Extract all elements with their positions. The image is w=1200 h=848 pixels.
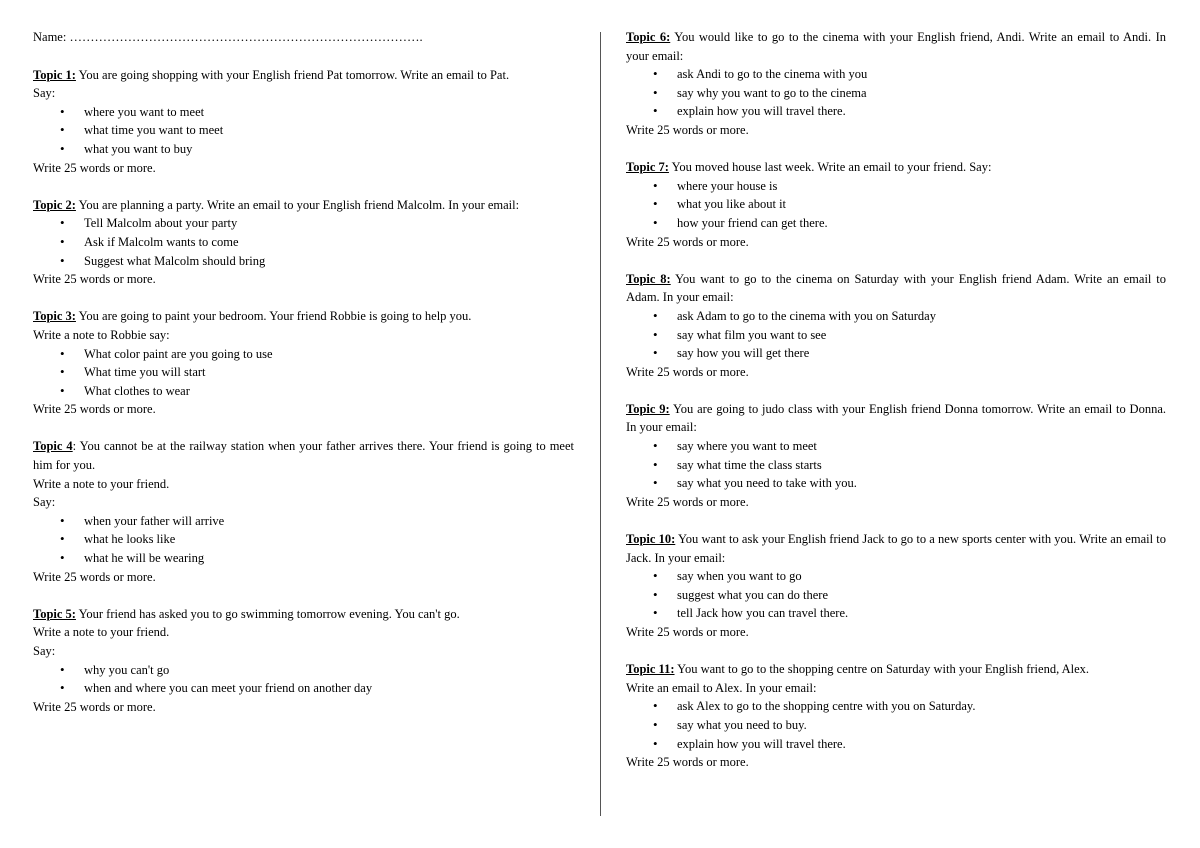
right-topics <box>626 28 1166 772</box>
bullet-item: • What color paint are you going to use <box>33 345 574 364</box>
topic-label: Topic 11: <box>626 662 675 677</box>
bullet-item: • suggest what you can do there <box>626 586 1166 605</box>
name-line: Name: …………………………………………………………………………. <box>33 30 423 44</box>
word-count-instruction: Write 25 words or more. <box>33 699 156 714</box>
topic-instruction-line: Say: <box>33 644 56 658</box>
topic-intro <box>33 196 574 215</box>
topic-instruction-line: Write a note to your friend. <box>33 625 170 640</box>
topic-block-3 <box>33 307 574 419</box>
bullet-item: • Suggest what Malcolm should bring <box>33 252 574 271</box>
topic-label: Topic 6: <box>626 30 671 44</box>
topic-prompt: You are going shopping with your English friend Pat tomorrow. Write an email to Pat. <box>75 67 510 82</box>
topic-prompt: You moved house last week. Write an email to your friend. Say: <box>668 160 992 175</box>
bullet-item: • when your father will arrive <box>33 512 574 531</box>
bullet-item: • when and where you can meet your friend on another day <box>33 679 574 698</box>
topic-bullet-list <box>33 661 574 698</box>
topic-intro <box>33 307 574 326</box>
topic-prompt: You want to go to the shopping centre on Saturday with your English friend, Alex. <box>674 662 1090 677</box>
topic-label: Topic 7: <box>626 160 669 175</box>
topic-instruction-line: Write a note to Robbie say: <box>33 327 170 342</box>
topic-intro <box>626 270 1166 307</box>
topic-prompt: You would like to go to the cinema with your English friend, Andi. Write an email to Andi. In your email: <box>626 30 1166 63</box>
topic-intro <box>626 660 1166 679</box>
topic-prompt: You are planning a party. Write an email to your English friend Malcolm. In your email: <box>75 197 520 212</box>
topic-bullet-list <box>33 103 574 159</box>
word-count-instruction: Write 25 words or more. <box>33 272 156 287</box>
topic-label: Topic 1: <box>33 67 76 82</box>
bullet-item: • how your friend can get there. <box>626 214 1166 233</box>
topic-label: Topic 5: <box>33 606 76 621</box>
bullet-item: • Tell Malcolm about your party <box>33 214 574 233</box>
word-count-instruction: Write 25 words or more. <box>33 402 156 417</box>
bullet-item: • ask Adam to go to the cinema with you on Saturday <box>626 307 1166 326</box>
topic-bullet-list <box>626 65 1166 121</box>
bullet-item: • what you want to buy <box>33 140 574 159</box>
topic-intro <box>33 605 574 624</box>
topic-block-9 <box>626 400 1166 512</box>
topic-intro <box>626 158 1166 177</box>
bullet-item: • explain how you will travel there. <box>626 102 1166 121</box>
topic-bullet-list <box>626 697 1166 753</box>
word-count-instruction: Write 25 words or more. <box>626 494 749 509</box>
topic-bullet-list <box>626 437 1166 493</box>
topic-label: Topic 2: <box>33 197 76 212</box>
topic-label: Topic 3: <box>33 309 76 324</box>
bullet-item: • ask Alex to go to the shopping centre with you on Saturday. <box>626 697 1166 716</box>
topic-block-7 <box>626 158 1166 251</box>
bullet-item: • say when you want to go <box>626 567 1166 586</box>
word-count-instruction: Write 25 words or more. <box>626 122 749 137</box>
bullet-item: • explain how you will travel there. <box>626 735 1166 754</box>
word-count-instruction: Write 25 words or more. <box>626 364 749 379</box>
bullet-item: • where your house is <box>626 177 1166 196</box>
bullet-item: • what he will be wearing <box>33 549 574 568</box>
left-column <box>33 28 574 735</box>
bullet-item: • What time you will start <box>33 363 574 382</box>
word-count-instruction: Write 25 words or more. <box>626 234 749 249</box>
bullet-item: • What clothes to wear <box>33 382 574 401</box>
word-count-instruction: Write 25 words or more. <box>33 569 156 584</box>
topic-label: Topic 4 <box>33 439 73 454</box>
bullet-item: • say what film you want to see <box>626 326 1166 345</box>
bullet-item: • say what you need to buy. <box>626 716 1166 735</box>
topic-intro <box>626 400 1166 437</box>
bullet-item: • what he looks like <box>33 530 574 549</box>
word-count-instruction: Write 25 words or more. <box>626 755 749 770</box>
topic-label: Topic 9: <box>626 401 670 416</box>
topic-bullet-list <box>626 567 1166 623</box>
bullet-item: • say why you want to go to the cinema <box>626 84 1166 103</box>
bullet-item: • why you can't go <box>33 661 574 680</box>
topic-block-4 <box>33 437 574 586</box>
bullet-item: • say what you need to take with you. <box>626 474 1166 493</box>
topic-block-1 <box>33 66 574 178</box>
topic-block-11 <box>626 660 1166 772</box>
right-column <box>626 28 1166 790</box>
topic-bullet-list <box>626 177 1166 233</box>
topic-instruction-line: Write an email to Alex. In your email: <box>626 680 817 695</box>
bullet-item: • what time you want to meet <box>33 121 574 140</box>
topic-bullet-list <box>626 307 1166 363</box>
topic-block-2 <box>33 196 574 289</box>
topic-prompt: : You cannot be at the railway station when your father arrives there. Your friend is going to meet him for you. <box>33 439 574 473</box>
bullet-item: • say how you will get there <box>626 344 1166 363</box>
bullet-item: • say where you want to meet <box>626 437 1166 456</box>
left-topics <box>33 66 574 717</box>
topic-instruction-line: Say: <box>33 495 56 510</box>
topic-intro <box>33 437 574 474</box>
topic-instruction-line: Say: <box>33 86 56 101</box>
topic-prompt: You are going to paint your bedroom. Your friend Robbie is going to help you. <box>75 309 472 324</box>
word-count-instruction: Write 25 words or more. <box>33 160 156 175</box>
topic-block-5 <box>33 605 574 717</box>
topic-label: Topic 8: <box>626 271 671 286</box>
bullet-item: • tell Jack how you can travel there. <box>626 604 1166 623</box>
topic-label: Topic 10: <box>626 532 676 547</box>
topic-prompt: Your friend has asked you to go swimming tomorrow evening. You can't go. <box>75 606 460 621</box>
topic-prompt: You want to ask your English friend Jack to go to a new sports center with you. Write an email to Jack. In your email: <box>626 532 1166 565</box>
topic-block-10 <box>626 530 1166 642</box>
bullet-item: • say what time the class starts <box>626 456 1166 475</box>
bullet-item: • Ask if Malcolm wants to come <box>33 233 574 252</box>
bullet-item: • ask Andi to go to the cinema with you <box>626 65 1166 84</box>
topic-prompt: You are going to judo class with your English friend Donna tomorrow. Write an email to Donna. In your email: <box>626 401 1166 435</box>
topic-block-6 <box>626 28 1166 140</box>
bullet-item: • what you like about it <box>626 195 1166 214</box>
topic-intro <box>626 530 1166 567</box>
column-divider <box>600 32 601 816</box>
topic-block-8 <box>626 270 1166 382</box>
topic-intro <box>33 66 574 85</box>
word-count-instruction: Write 25 words or more. <box>626 625 749 639</box>
topic-bullet-list <box>33 512 574 568</box>
topic-instruction-line: Write a note to your friend. <box>33 476 170 491</box>
topic-prompt: You want to go to the cinema on Saturday with your English friend Adam. Write an email to Adam. In your email: <box>626 271 1166 305</box>
bullet-item: • where you want to meet <box>33 103 574 122</box>
topic-bullet-list <box>33 214 574 270</box>
topic-bullet-list <box>33 345 574 401</box>
topic-intro <box>626 28 1166 65</box>
